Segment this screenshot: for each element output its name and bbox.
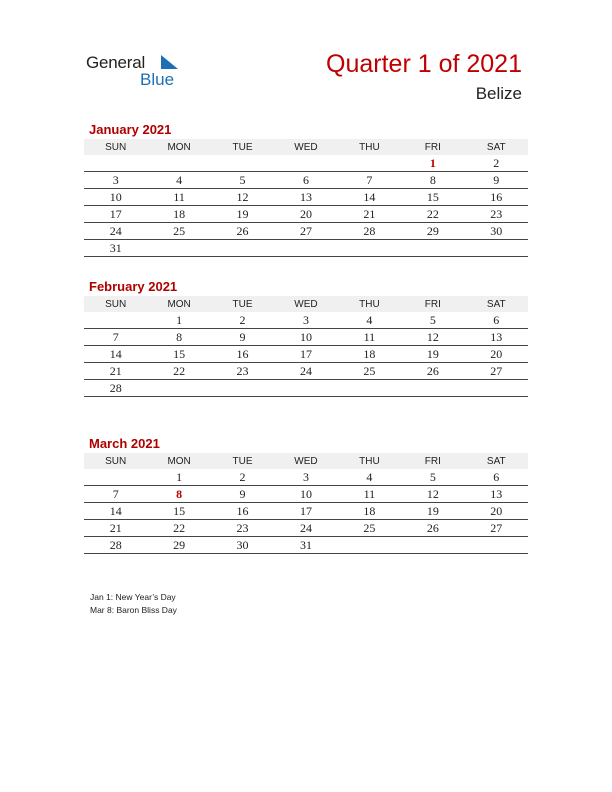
weekday-header-row (84, 139, 528, 155)
weekday-header: WED (274, 453, 337, 469)
holiday-notes (90, 591, 177, 617)
day-cell: 14 (338, 189, 401, 206)
day-cell: 5 (401, 312, 464, 329)
empty-day-cell (274, 380, 337, 397)
day-cell: 14 (84, 503, 147, 520)
logo-general-text: General (86, 53, 146, 72)
day-cell: 12 (401, 329, 464, 346)
day-cell: 9 (211, 486, 274, 503)
day-cell: 4 (338, 312, 401, 329)
empty-day-cell (465, 240, 528, 257)
week-row (84, 206, 528, 223)
day-cell: 10 (274, 329, 337, 346)
weekday-header-row (84, 453, 528, 469)
generalblue-logo (86, 50, 196, 90)
day-cell: 2 (465, 155, 528, 172)
day-cell: 29 (401, 223, 464, 240)
week-row (84, 503, 528, 520)
day-cell: 3 (84, 172, 147, 189)
day-cell: 10 (274, 486, 337, 503)
day-cell: 28 (338, 223, 401, 240)
day-cell: 16 (211, 346, 274, 363)
empty-day-cell (338, 380, 401, 397)
week-row (84, 172, 528, 189)
day-cell: 21 (84, 363, 147, 380)
weekday-header: THU (338, 296, 401, 312)
empty-day-cell (84, 155, 147, 172)
weekday-header: SAT (465, 296, 528, 312)
day-cell: 9 (211, 329, 274, 346)
day-cell: 7 (338, 172, 401, 189)
holiday-note: Jan 1: New Year’s Day (90, 592, 176, 602)
logo-flag-icon (159, 54, 179, 70)
day-cell: 5 (211, 172, 274, 189)
day-cell: 27 (465, 520, 528, 537)
page-title: Quarter 1 of 2021 (326, 50, 522, 78)
day-cell: 23 (211, 520, 274, 537)
weekday-header: SUN (84, 296, 147, 312)
day-cell: 26 (401, 520, 464, 537)
weekday-header: FRI (401, 139, 464, 155)
day-cell: 17 (274, 503, 337, 520)
day-cell: 7 (84, 486, 147, 503)
calendar-table (84, 139, 528, 257)
empty-day-cell (147, 380, 210, 397)
month-january (84, 121, 528, 257)
day-cell: 21 (338, 206, 401, 223)
day-cell: 25 (338, 363, 401, 380)
week-row (84, 380, 528, 397)
week-row (84, 537, 528, 554)
month-title: March 2021 (89, 436, 160, 451)
logo-blue-text: Blue (140, 70, 175, 89)
week-row (84, 363, 528, 380)
weekday-header: FRI (401, 453, 464, 469)
day-cell: 3 (274, 469, 337, 486)
week-row (84, 486, 528, 503)
day-cell: 30 (211, 537, 274, 554)
day-cell: 19 (211, 206, 274, 223)
empty-day-cell (338, 537, 401, 554)
day-cell: 19 (401, 346, 464, 363)
day-cell: 4 (338, 469, 401, 486)
weekday-header: SUN (84, 453, 147, 469)
month-february (84, 278, 528, 397)
day-cell: 24 (274, 363, 337, 380)
day-cell: 11 (338, 486, 401, 503)
weekday-header-row (84, 296, 528, 312)
day-cell: 28 (84, 537, 147, 554)
day-cell: 17 (84, 206, 147, 223)
empty-day-cell (465, 537, 528, 554)
day-cell: 23 (465, 206, 528, 223)
day-cell: 7 (84, 329, 147, 346)
calendar-table (84, 296, 528, 397)
day-cell: 6 (465, 312, 528, 329)
day-cell: 26 (211, 223, 274, 240)
day-cell: 15 (401, 189, 464, 206)
empty-day-cell (401, 380, 464, 397)
weekday-header: MON (147, 296, 210, 312)
weekday-header: SUN (84, 139, 147, 155)
week-row (84, 223, 528, 240)
day-cell: 8 (147, 486, 210, 503)
empty-day-cell (147, 240, 210, 257)
day-cell: 13 (274, 189, 337, 206)
day-cell: 26 (401, 363, 464, 380)
week-row (84, 329, 528, 346)
day-cell: 20 (465, 503, 528, 520)
country-name: Belize (475, 84, 522, 103)
day-cell: 16 (465, 189, 528, 206)
day-cell: 11 (338, 329, 401, 346)
week-row (84, 520, 528, 537)
weekday-header: THU (338, 453, 401, 469)
empty-day-cell (274, 155, 337, 172)
weekday-header: MON (147, 139, 210, 155)
day-cell: 8 (147, 329, 210, 346)
day-cell: 1 (401, 155, 464, 172)
day-cell: 23 (211, 363, 274, 380)
day-cell: 6 (465, 469, 528, 486)
day-cell: 10 (84, 189, 147, 206)
day-cell: 29 (147, 537, 210, 554)
day-cell: 18 (338, 503, 401, 520)
day-cell: 16 (211, 503, 274, 520)
day-cell: 18 (338, 346, 401, 363)
day-cell: 13 (465, 486, 528, 503)
day-cell: 2 (211, 312, 274, 329)
weekday-header: TUE (211, 139, 274, 155)
day-cell: 15 (147, 346, 210, 363)
empty-day-cell (211, 155, 274, 172)
day-cell: 22 (401, 206, 464, 223)
empty-day-cell (84, 312, 147, 329)
day-cell: 1 (147, 312, 210, 329)
day-cell: 17 (274, 346, 337, 363)
weekday-header: WED (274, 139, 337, 155)
day-cell: 27 (274, 223, 337, 240)
holiday-note: Mar 8: Baron Bliss Day (90, 605, 177, 615)
empty-day-cell (401, 240, 464, 257)
day-cell: 1 (147, 469, 210, 486)
empty-day-cell (401, 537, 464, 554)
week-row (84, 240, 528, 257)
day-cell: 30 (465, 223, 528, 240)
day-cell: 12 (211, 189, 274, 206)
weekday-header: MON (147, 453, 210, 469)
day-cell: 20 (465, 346, 528, 363)
day-cell: 22 (147, 520, 210, 537)
weekday-header: SAT (465, 453, 528, 469)
day-cell: 24 (84, 223, 147, 240)
day-cell: 8 (401, 172, 464, 189)
day-cell: 15 (147, 503, 210, 520)
week-row (84, 312, 528, 329)
month-title: February 2021 (89, 279, 178, 294)
empty-day-cell (211, 380, 274, 397)
empty-day-cell (147, 155, 210, 172)
day-cell: 19 (401, 503, 464, 520)
day-cell: 25 (338, 520, 401, 537)
weekday-header: TUE (211, 453, 274, 469)
weekday-header: TUE (211, 296, 274, 312)
day-cell: 2 (211, 469, 274, 486)
week-row (84, 155, 528, 172)
day-cell: 24 (274, 520, 337, 537)
empty-day-cell (84, 469, 147, 486)
day-cell: 4 (147, 172, 210, 189)
day-cell: 31 (84, 240, 147, 257)
day-cell: 18 (147, 206, 210, 223)
week-row (84, 469, 528, 486)
weekday-header: WED (274, 296, 337, 312)
weekday-header: SAT (465, 139, 528, 155)
day-cell: 5 (401, 469, 464, 486)
weekday-header: FRI (401, 296, 464, 312)
day-cell: 27 (465, 363, 528, 380)
empty-day-cell (338, 240, 401, 257)
empty-day-cell (338, 155, 401, 172)
month-march (84, 435, 528, 554)
day-cell: 12 (401, 486, 464, 503)
weekday-header: THU (338, 139, 401, 155)
day-cell: 6 (274, 172, 337, 189)
day-cell: 11 (147, 189, 210, 206)
empty-day-cell (465, 380, 528, 397)
day-cell: 13 (465, 329, 528, 346)
week-row (84, 189, 528, 206)
calendar-table (84, 453, 528, 554)
day-cell: 9 (465, 172, 528, 189)
day-cell: 22 (147, 363, 210, 380)
empty-day-cell (274, 240, 337, 257)
day-cell: 20 (274, 206, 337, 223)
day-cell: 21 (84, 520, 147, 537)
day-cell: 3 (274, 312, 337, 329)
day-cell: 28 (84, 380, 147, 397)
day-cell: 25 (147, 223, 210, 240)
empty-day-cell (211, 240, 274, 257)
week-row (84, 346, 528, 363)
month-title: January 2021 (89, 122, 172, 137)
day-cell: 31 (274, 537, 337, 554)
day-cell: 14 (84, 346, 147, 363)
